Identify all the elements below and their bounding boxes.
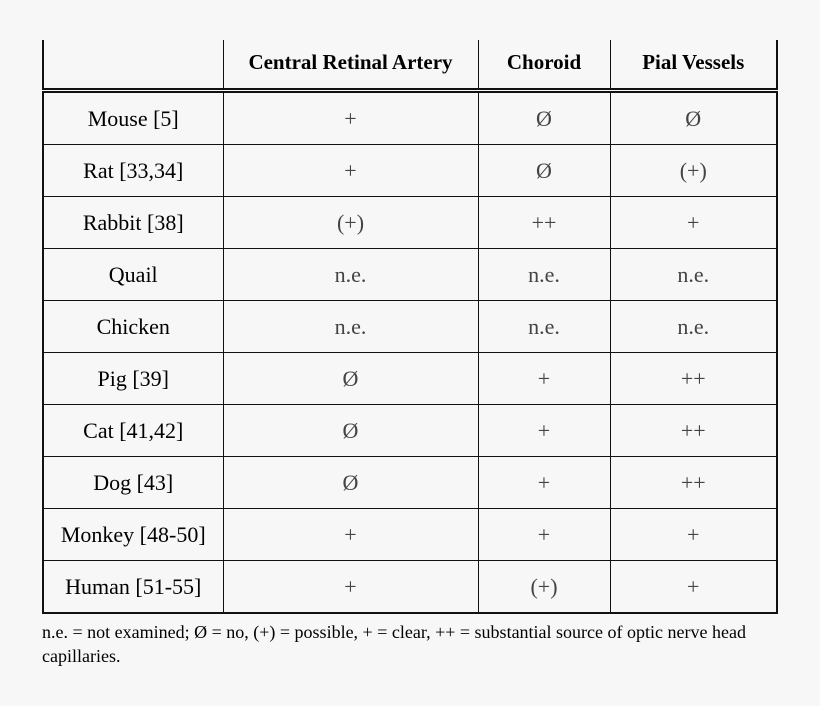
- central-retinal-artery-cell: +: [223, 509, 478, 561]
- choroid-cell: +: [478, 457, 610, 509]
- table-body: [43, 91, 777, 614]
- table-row: [43, 509, 777, 561]
- choroid-cell: ++: [478, 197, 610, 249]
- table-row: [43, 561, 777, 614]
- choroid-cell: +: [478, 405, 610, 457]
- central-retinal-artery-cell: n.e.: [223, 249, 478, 301]
- header-choroid: Choroid: [478, 40, 610, 91]
- species-cell: Mouse [5]: [43, 91, 223, 145]
- table-footnote: n.e. = not examined; Ø = no, (+) = possible, + = clear, ++ = substantial source of optic nerve head capillaries.: [42, 622, 746, 666]
- pial-vessels-cell: n.e.: [610, 301, 777, 353]
- central-retinal-artery-cell: (+): [223, 197, 478, 249]
- species-cell: Rabbit [38]: [43, 197, 223, 249]
- choroid-cell: n.e.: [478, 301, 610, 353]
- choroid-cell: Ø: [478, 91, 610, 145]
- species-cell: Human [51-55]: [43, 561, 223, 614]
- species-cell: Chicken: [43, 301, 223, 353]
- header-species: [43, 40, 223, 91]
- choroid-cell: (+): [478, 561, 610, 614]
- pial-vessels-cell: ++: [610, 353, 777, 405]
- table-row: [43, 91, 777, 145]
- species-cell: Pig [39]: [43, 353, 223, 405]
- table-row: [43, 197, 777, 249]
- central-retinal-artery-cell: n.e.: [223, 301, 478, 353]
- table-row: [43, 405, 777, 457]
- pial-vessels-cell: ++: [610, 405, 777, 457]
- pial-vessels-cell: +: [610, 197, 777, 249]
- header-pial-vessels: Pial Vessels: [610, 40, 777, 91]
- blood-supply-table: [42, 40, 778, 614]
- pial-vessels-cell: n.e.: [610, 249, 777, 301]
- central-retinal-artery-cell: Ø: [223, 405, 478, 457]
- species-cell: Rat [33,34]: [43, 145, 223, 197]
- species-cell: Monkey [48-50]: [43, 509, 223, 561]
- pial-vessels-cell: (+): [610, 145, 777, 197]
- pial-vessels-cell: Ø: [610, 91, 777, 145]
- pial-vessels-cell: ++: [610, 457, 777, 509]
- choroid-cell: Ø: [478, 145, 610, 197]
- central-retinal-artery-cell: +: [223, 561, 478, 614]
- central-retinal-artery-cell: Ø: [223, 457, 478, 509]
- table-row: [43, 301, 777, 353]
- species-cell: Cat [41,42]: [43, 405, 223, 457]
- table-row: [43, 457, 777, 509]
- pial-vessels-cell: +: [610, 561, 777, 614]
- table-row: [43, 353, 777, 405]
- header-row: [43, 40, 777, 91]
- table-row: [43, 145, 777, 197]
- choroid-cell: n.e.: [478, 249, 610, 301]
- central-retinal-artery-cell: Ø: [223, 353, 478, 405]
- choroid-cell: +: [478, 509, 610, 561]
- table-row: [43, 249, 777, 301]
- header-central-retinal-artery: Central Retinal Artery: [223, 40, 478, 91]
- table-container: [42, 40, 776, 614]
- species-cell: Quail: [43, 249, 223, 301]
- choroid-cell: +: [478, 353, 610, 405]
- central-retinal-artery-cell: +: [223, 91, 478, 145]
- central-retinal-artery-cell: +: [223, 145, 478, 197]
- species-cell: Dog [43]: [43, 457, 223, 509]
- pial-vessels-cell: +: [610, 509, 777, 561]
